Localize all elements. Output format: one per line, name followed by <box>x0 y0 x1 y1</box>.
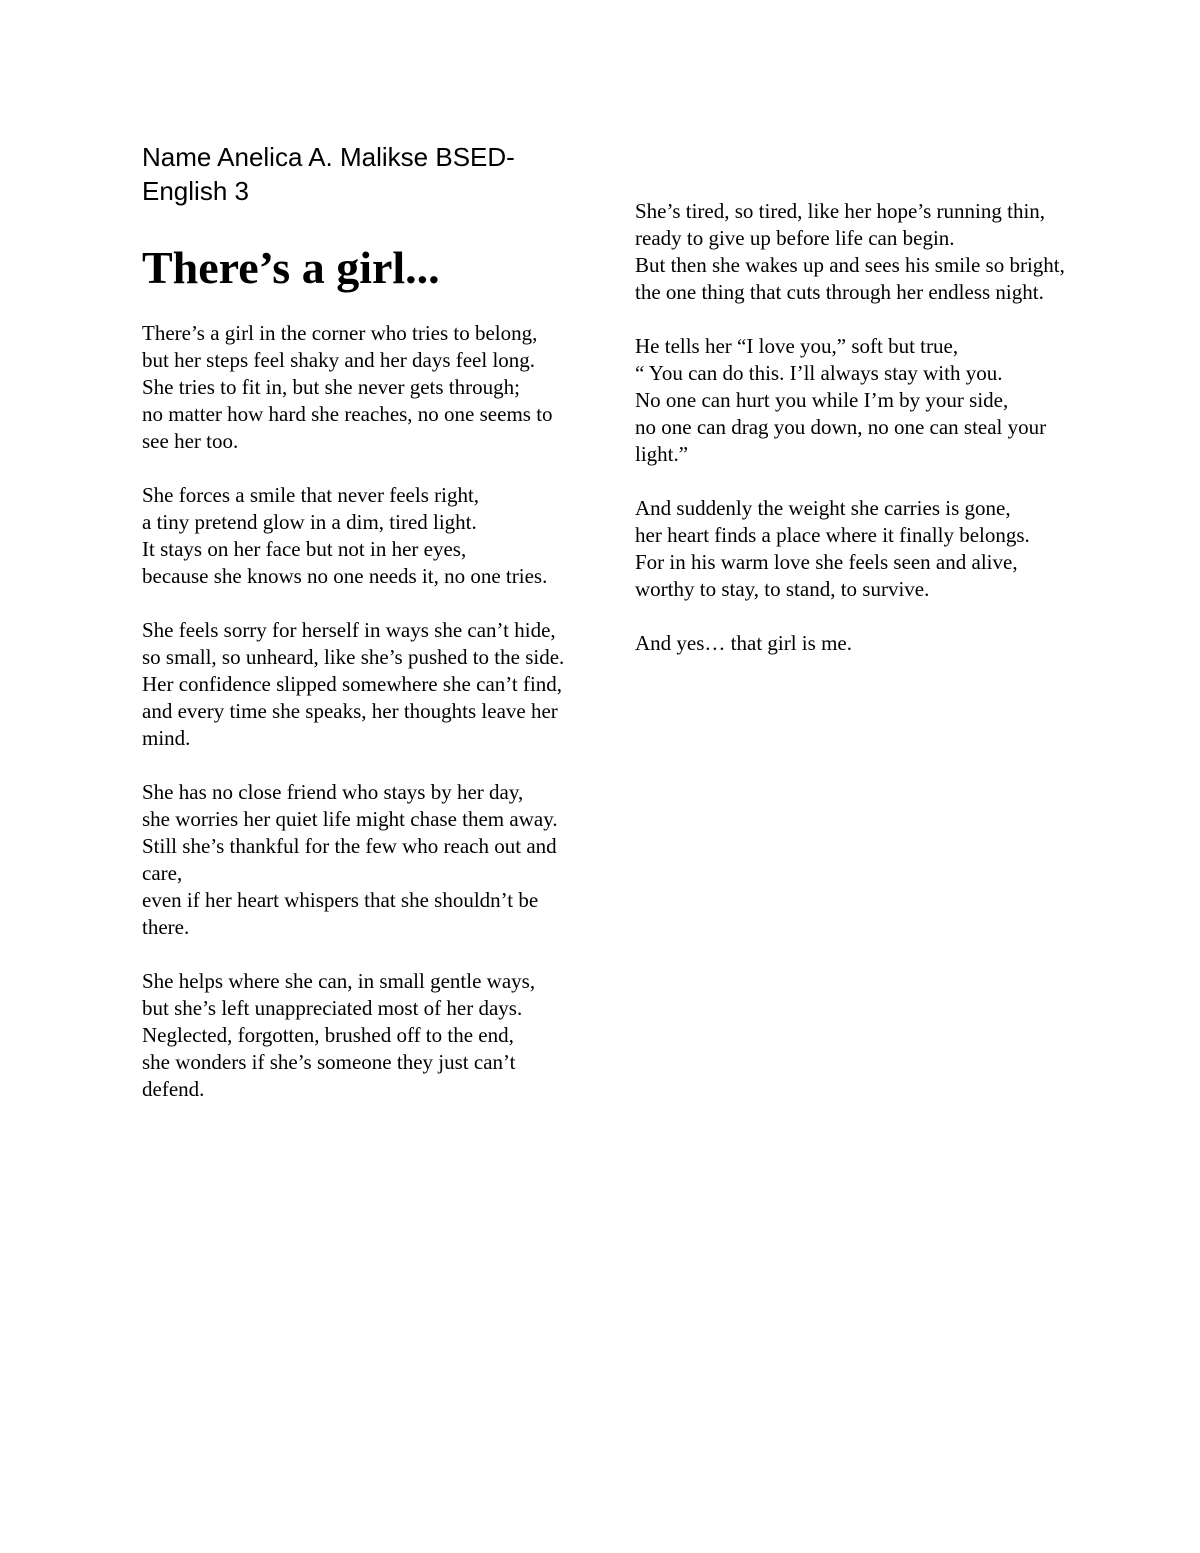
poem-stanza <box>635 630 1065 657</box>
poem-line: “ You can do this. I’ll always stay with you. <box>635 361 1003 385</box>
poem-line: Her confidence slipped somewhere she can’t find, <box>142 672 563 696</box>
poem-right-column <box>635 198 1065 657</box>
poem-stanza <box>142 617 567 752</box>
poem-stanza <box>142 482 567 590</box>
poem-line: the one thing that cuts through her endless night. <box>635 280 1044 304</box>
poem-line: she wonders if she’s someone they just can’t defend. <box>142 1050 516 1101</box>
poem-stanza <box>635 198 1065 306</box>
poem-line: For in his warm love she feels seen and alive, <box>635 550 1018 574</box>
poem-line: And suddenly the weight she carries is gone, <box>635 496 1011 520</box>
author-name-line: Name Anelica A. Malikse BSED- English 3 <box>142 142 515 206</box>
poem-line: no matter how hard she reaches, no one seems to see her too. <box>142 402 553 453</box>
poem-stanza <box>142 779 567 941</box>
poem-line: Still she’s thankful for the few who reach out and care, <box>142 834 557 885</box>
poem-stanza <box>635 333 1065 468</box>
poem-title: There’s a girl... <box>142 242 440 293</box>
poem-line: She’s tired, so tired, like her hope’s running thin, <box>635 199 1046 223</box>
poem-line: She forces a smile that never feels right, <box>142 483 480 507</box>
poem-line: but her steps feel shaky and her days feel long. <box>142 348 536 372</box>
poem-line: She has no close friend who stays by her day, <box>142 780 524 804</box>
poem-line: Neglected, forgotten, brushed off to the end, <box>142 1023 514 1047</box>
poem-line: so small, so unheard, like she’s pushed to the side. <box>142 645 565 669</box>
poem-line: no one can drag you down, no one can steal your light.” <box>635 415 1047 466</box>
poem-line: She feels sorry for herself in ways she can’t hide, <box>142 618 556 642</box>
poem-line: But then she wakes up and sees his smile so bright, <box>635 253 1065 277</box>
poem-left-column <box>142 320 567 1103</box>
poem-line: she worries her quiet life might chase them away. <box>142 807 558 831</box>
poem-stanza <box>142 320 567 455</box>
poem-line: And yes… that girl is me. <box>635 631 852 655</box>
poem-line: He tells her “I love you,” soft but true, <box>635 334 959 358</box>
poem-line: but she’s left unappreciated most of her days. <box>142 996 523 1020</box>
poem-line: She helps where she can, in small gentle ways, <box>142 969 536 993</box>
poem-stanza <box>635 495 1065 603</box>
poem-line: No one can hurt you while I’m by your side, <box>635 388 1009 412</box>
poem-stanza <box>142 968 567 1103</box>
poem-line: There’s a girl in the corner who tries to belong, <box>142 321 538 345</box>
poem-line: even if her heart whispers that she shouldn’t be there. <box>142 888 539 939</box>
poem-line: because she knows no one needs it, no one tries. <box>142 564 548 588</box>
poem-line: ready to give up before life can begin. <box>635 226 955 250</box>
poem-line: It stays on her face but not in her eyes, <box>142 537 467 561</box>
poem-line: a tiny pretend glow in a dim, tired light. <box>142 510 477 534</box>
poem-line: She tries to fit in, but she never gets through; <box>142 375 520 399</box>
poem-line: her heart finds a place where it finally belongs. <box>635 523 1030 547</box>
poem-line: and every time she speaks, her thoughts leave her mind. <box>142 699 558 750</box>
poem-line: worthy to stay, to stand, to survive. <box>635 577 930 601</box>
